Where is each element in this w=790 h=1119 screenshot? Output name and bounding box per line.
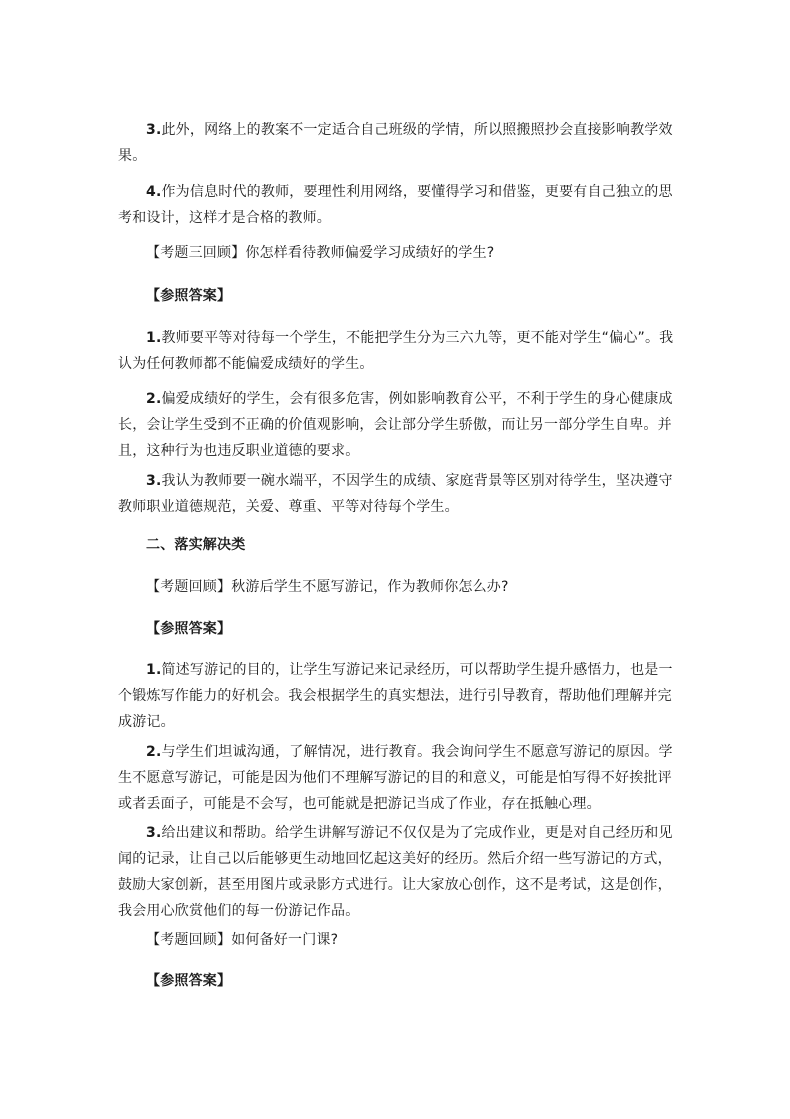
- section-heading-block: [118, 532, 674, 558]
- paragraph-block-7: [118, 468, 674, 520]
- paragraph-text: 与学生们坦诚沟通，了解情况，进行教育。我会询问学生不愿意写游记的原因。学生不愿意写游记，可能是因为他们不理解写游记的目的和意义，可能是怕写得不好挨批评或者丢面子，可能是不会写，也可能就是把游记当成了作业，存在抵触心理。: [118, 744, 673, 812]
- paragraph-text: 给出建议和帮助。给学生讲解写游记不仅仅是为了完成作业，更是对自己经历和见闻的记录，让自己以后能够更生动地回忆起这美好的经历。然后介绍一些写游记的方式，鼓励大家创新，甚至用图片或录影方式进行。让大家放心创作，这不是考试，这是创作，我会用心欣赏他们的每一份游记作品。: [118, 825, 673, 919]
- item-number: 3.: [146, 473, 162, 489]
- paragraph-block-5: [118, 325, 674, 377]
- answer-paragraph: [118, 386, 674, 464]
- item-number: 2.: [146, 744, 162, 760]
- item-number: 1.: [146, 330, 162, 346]
- answer-paragraph: [118, 468, 674, 520]
- paragraph-block-1: [118, 117, 674, 169]
- question-block-3: [118, 240, 674, 266]
- answer-paragraph: [118, 117, 674, 169]
- answer-paragraph: [118, 657, 674, 735]
- paragraph-block-11: [118, 657, 674, 735]
- question-line: 【考题三回顾】你怎样看待教师偏爱学习成绩好的学生?: [146, 245, 495, 261]
- item-number: 3.: [146, 825, 162, 841]
- item-number: 4.: [146, 184, 162, 200]
- paragraph-text: 简述写游记的目的，让学生写游记来记录经历，可以帮助学生提升感悟力，也是一个锻炼写作能力的好机会。我会根据学生的真实想法，进行引导教育，帮助他们理解并完成游记。: [118, 662, 673, 730]
- paragraph-text: 我认为教师要一碗水端平，不因学生的成绩、家庭背景等区别对待学生，坚决遵守教师职业道德规范，关爱、尊重、平等对待每个学生。: [118, 473, 673, 515]
- paragraph-text: 偏爱成绩好的学生，会有很多危害，例如影响教育公平，不利于学生的身心健康成长，会让学生受到不正确的价值观影响，会让部分学生骄傲，而让另一部分学生自卑。并且，这种行为也违反职业道德的要求。: [118, 391, 673, 459]
- paragraph-block-6: [118, 386, 674, 464]
- answer-paragraph: [118, 179, 674, 231]
- question-block-9: [118, 574, 674, 600]
- item-number: 3.: [146, 122, 162, 138]
- item-number: 1.: [146, 662, 162, 678]
- paragraph-block-13: [118, 820, 674, 924]
- answer-paragraph: [118, 739, 674, 817]
- paragraph-text: 此外，网络上的教案不一定适合自己班级的学情，所以照搬照抄会直接影响教学效果。: [118, 122, 673, 164]
- answer-label-block-3: [118, 283, 674, 309]
- question-block-14: [118, 927, 674, 953]
- paragraph-text: 教师要平等对待每一个学生，不能把学生分为三六九等，更不能对学生“偏心”。我认为任何教师都不能偏爱成绩好的学生。: [118, 330, 674, 372]
- section-heading: 二、落实解决类: [146, 537, 246, 553]
- answer-label-block-10: [118, 616, 674, 642]
- paragraph-text: 作为信息时代的教师，要理性利用网络，要懂得学习和借鉴，更要有自己独立的思考和设计，这样才是合格的教师。: [118, 184, 673, 226]
- paragraph-block-2: [118, 179, 674, 231]
- answer-label: 【参照答案】: [146, 973, 232, 989]
- answer-label: 【参照答案】: [146, 288, 232, 304]
- question-line: 【考题回顾】如何备好一门课?: [146, 932, 339, 948]
- item-number: 2.: [146, 391, 162, 407]
- paragraph-block-12: [118, 739, 674, 817]
- answer-paragraph: [118, 820, 674, 924]
- question-line: 【考题回顾】秋游后学生不愿写游记，作为教师你怎么办?: [146, 579, 509, 595]
- answer-label: 【参照答案】: [146, 621, 232, 637]
- answer-paragraph: [118, 325, 674, 377]
- answer-label-block-15: [118, 968, 674, 994]
